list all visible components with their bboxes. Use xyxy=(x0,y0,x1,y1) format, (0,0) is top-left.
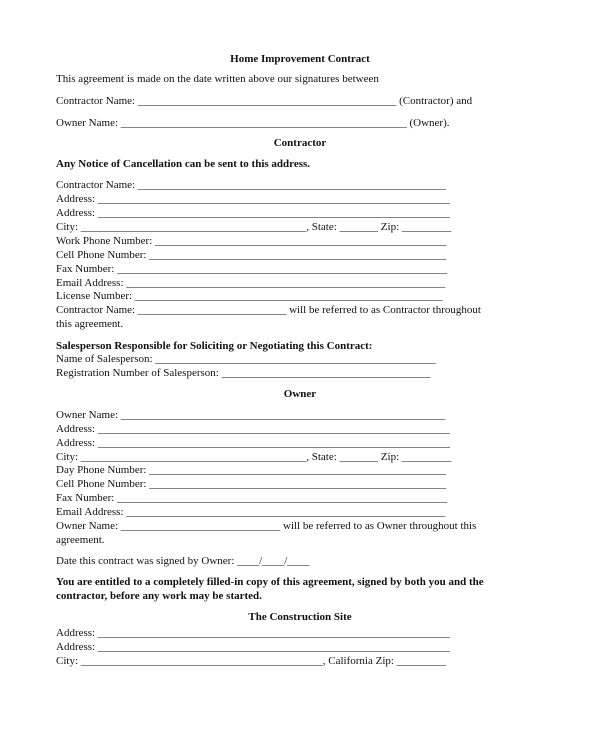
salesperson-heading: Salesperson Responsible for Soliciting or Negotiating this Contract: xyxy=(56,340,373,352)
contractor-address-field-1: Address: ________________________________________________________________ xyxy=(56,193,450,205)
owner-name-field: Owner Name: ___________________________________________________________ xyxy=(56,409,446,421)
site-city-zip-field: City: ____________________________________________, California Zip: _________ xyxy=(56,655,447,667)
owner-address-field-1: Address: ________________________________________________________________ xyxy=(56,423,450,435)
owner-fax-field: Fax Number: ____________________________________________________________ xyxy=(56,492,448,504)
owner-referred-line-cont: agreement. xyxy=(56,534,105,546)
contractor-heading: Contractor xyxy=(273,137,327,149)
entitlement-notice-line-2: contractor, before any work may be started. xyxy=(56,590,262,602)
construction-site-heading: The Construction Site xyxy=(248,611,352,623)
owner-day-phone-field: Day Phone Number: ______________________________________________________ xyxy=(56,464,447,476)
intro-text: This agreement is made on the date written above our signatures between xyxy=(56,73,379,85)
site-address-field-2: Address: ________________________________________________________________ xyxy=(56,641,450,653)
owner-referred-line: Owner Name: _____________________________ will be referred to as Owner throughout this xyxy=(56,520,477,532)
owner-address-field-2: Address: ________________________________________________________________ xyxy=(56,437,450,449)
contractor-license-field: License Number: ________________________________________________________ xyxy=(56,290,443,302)
salesperson-name-field: Name of Salesperson: ___________________________________________________ xyxy=(56,353,436,365)
owner-heading: Owner xyxy=(283,388,317,400)
contractor-referred-line-cont: this agreement. xyxy=(56,318,124,330)
contractor-referred-line: Contractor Name: ___________________________ will be referred to as Contractor throughout xyxy=(56,304,481,316)
owner-city-state-zip-field: City: _________________________________________, State: _______ Zip: _________ xyxy=(56,451,452,463)
owner-email-field: Email Address: __________________________________________________________ xyxy=(56,506,446,518)
salesperson-registration-field: Registration Number of Salesperson: ______________________________________ xyxy=(56,367,431,379)
cancellation-notice: Any Notice of Cancellation can be sent to this address. xyxy=(56,158,311,170)
contractor-fax-field: Fax Number: ____________________________________________________________ xyxy=(56,263,448,275)
site-address-field-1: Address: ________________________________________________________________ xyxy=(56,627,450,639)
contractor-name-field: Contractor Name: ________________________________________________________ xyxy=(56,179,446,191)
owner-cell-phone-field: Cell Phone Number: ______________________________________________________ xyxy=(56,478,447,490)
contractor-work-phone-field: Work Phone Number: _____________________________________________________ xyxy=(56,235,447,247)
signed-date-line: Date this contract was signed by Owner: ____/____/____ xyxy=(56,555,310,567)
contractor-city-state-zip-field: City: _________________________________________, State: _______ Zip: _________ xyxy=(56,221,452,233)
entitlement-notice-line-1: You are entitled to a completely filled-in copy of this agreement, signed by both you and the xyxy=(56,576,484,588)
contractor-party-line: Contractor Name: _______________________________________________ (Contractor) and xyxy=(56,95,473,107)
document-title: Home Improvement Contract xyxy=(230,53,370,65)
contractor-cell-phone-field: Cell Phone Number: ______________________________________________________ xyxy=(56,249,447,261)
owner-party-line: Owner Name: ____________________________________________________ (Owner). xyxy=(56,117,450,129)
contractor-address-field-2: Address: ________________________________________________________________ xyxy=(56,207,450,219)
contractor-email-field: Email Address: __________________________________________________________ xyxy=(56,277,446,289)
